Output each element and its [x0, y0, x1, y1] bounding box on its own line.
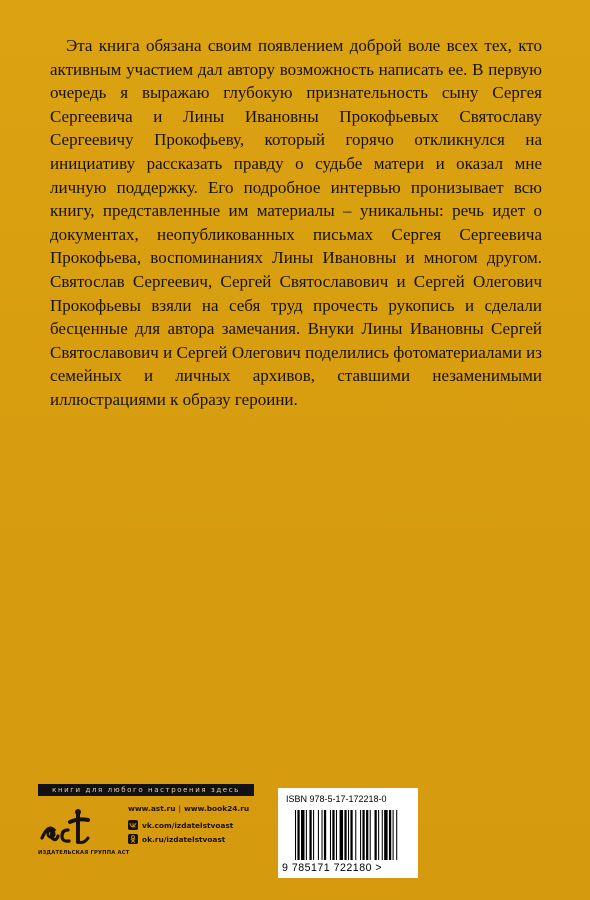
barcode-icon [294, 810, 400, 860]
website-link-book24[interactable]: www.book24.ru [183, 804, 250, 813]
blurb-paragraph: Эта книга обязана своим появлением доброй воле всех тех, кто активным участием дал автору возможность написать ее. В первую очередь я выражаю глубокую признательность сыну Сергея Сергеевича и Лины Ивановны Прокофьевых Святославу Сергеевичу Прокофьеву, который горячо откликнулся на инициативу рассказать правду о судьбе матери и оказал мне личную поддержку. Его подробное интервью пронизывает всю книгу, представленные им материалы – уникальны: речь идет о документах, неопубликованных письмах Сергея Сергеевича Прокофьева, воспоминаниях Лины Ивановны и многом другом. Святослав Сергеевич, Сергей Святославович и Сергей Олегович Прокофьевы взяли на себя труд прочесть рукопись и сделали бесценные для автора замечания. Внуки Лины Ивановны Сергей Святославович и Сергей Олегович поделились фотоматериалами из семейных и личных архивов, ставшими незаменимыми иллюстрациями к образу героини. [50, 36, 542, 409]
social-vk-label: vk.com/izdatelstvoast [142, 820, 234, 830]
social-ok[interactable] [128, 833, 258, 845]
blurb-text-block [50, 34, 542, 412]
website-separator: | [178, 804, 181, 813]
publisher-slogan: книги для любого настроения здесь [38, 784, 254, 796]
isbn-label: ISBN 978-5-17-172218-0 [286, 794, 387, 804]
barcode-digits: 9 785171 722180 > [282, 862, 383, 874]
publisher-links [128, 804, 258, 845]
ast-logo-icon [38, 808, 102, 848]
isbn-barcode-box [278, 788, 418, 878]
website-link-ast[interactable]: www.ast.ru [128, 804, 176, 813]
social-vk[interactable] [128, 819, 258, 831]
social-ok-label: ok.ru/izdatelstvoast [142, 834, 226, 844]
publisher-imprint: ИЗДАТЕЛЬСКАЯ ГРУППА АСТ [38, 850, 130, 856]
vk-icon [128, 820, 138, 830]
ok-icon [128, 834, 138, 844]
publisher-block [38, 784, 256, 874]
website-line [128, 804, 258, 813]
